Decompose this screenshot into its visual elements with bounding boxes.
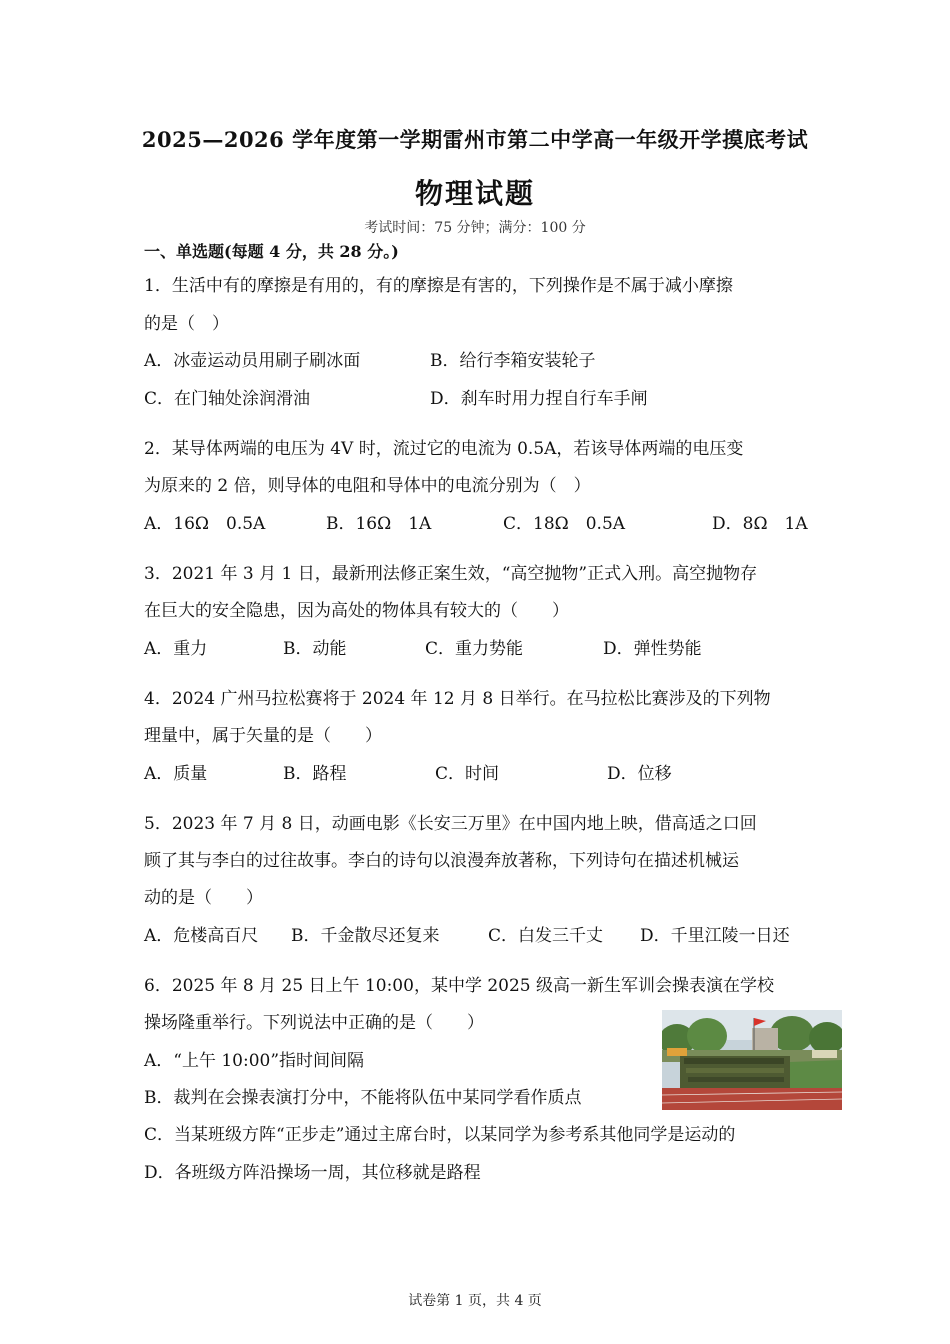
q5-stem-line2: 顾了其与李白的过往故事。李白的诗句以浪漫奔放著称，下列诗句在描述机械运: [144, 851, 739, 871]
q5-option-a: A．危楼高百尺: [144, 926, 259, 946]
q5-option-c: C．白发三千丈: [488, 926, 604, 946]
q3-option-a: A．重力: [144, 639, 208, 659]
q2-option-b: B．16Ω 1A: [326, 514, 432, 534]
subject-title: 物理试题: [414, 177, 535, 210]
q6-option-d: D．各班级方阵沿操场一周，其位移就是路程: [144, 1163, 481, 1183]
q1-stem-line2: 的是（ ）: [144, 314, 229, 334]
q3-stem-line1: 3．2021 年 3 月 1 日，最新刑法修正案生效，“高空抛物”正式入刑。高空抛物存: [144, 564, 758, 584]
q2-option-d: D．8Ω 1A: [712, 514, 808, 534]
q2-option-a: A．16Ω 0.5A: [144, 514, 266, 534]
q5-stem-line1: 5．2023 年 7 月 8 日，动画电影《长安三万里》在中国内地上映，借高适之口回: [144, 814, 757, 834]
q1-option-a: A．冰壶运动员用刷子刷冰面: [144, 351, 361, 371]
q1-stem-line1: 1．生活中有的摩擦是有用的，有的摩擦是有害的，下列操作是不属于减小摩擦: [144, 276, 733, 296]
exam-title: 2025—2026 学年度第一学期雷州市第二中学高一年级开学摸底考试: [141, 127, 809, 152]
q2-option-c: C．18Ω 0.5A: [503, 514, 626, 534]
q5-stem-line3: 动的是（ ）: [144, 888, 263, 908]
section-heading: 一、单选题(每题 4 分，共 28 分。): [144, 242, 399, 261]
q6-option-b: B．裁判在会操表演打分中，不能将队伍中某同学看作质点: [144, 1088, 582, 1108]
q6-option-c: C．当某班级方阵“正步走”通过主席台时，以某同学为参考系其他同学是运动的: [144, 1125, 736, 1145]
q6-stem-line2: 操场隆重举行。下列说法中正确的是（ ）: [144, 1013, 484, 1033]
q3-option-d: D．弹性势能: [603, 639, 702, 659]
q1-option-c: C．在门轴处涂润滑油: [144, 389, 311, 409]
q1-option-b: B．给行李箱安装轮子: [430, 351, 596, 371]
q2-stem-line1: 2．某导体两端的电压为 4V 时，流过它的电流为 0.5A，若该导体两端的电压变: [144, 439, 744, 459]
q6-option-a: A．“上午 10:00”指时间间隔: [144, 1051, 365, 1071]
q5-option-b: B．千金散尽还复来: [291, 926, 440, 946]
q3-stem-line2: 在巨大的安全隐患，因为高处的物体具有较大的（ ）: [144, 601, 569, 621]
q4-stem-line1: 4．2024 广州马拉松赛将于 2024 年 12 月 8 日举行。在马拉松比赛涉及的下列物: [144, 689, 771, 709]
q2-stem-line2: 为原来的 2 倍，则导体的电阻和导体中的电流分别为（ ）: [144, 476, 591, 496]
q3-option-c: C．重力势能: [425, 639, 524, 659]
q4-option-c: C．时间: [435, 764, 500, 784]
q4-option-a: A．质量: [144, 764, 208, 784]
q6-stem-line1: 6．2025 年 8 月 25 日上午 10:00，某中学 2025 级高一新生军训会操表演在学校: [144, 976, 775, 996]
page-footer: 试卷第 1 页，共 4 页: [408, 1293, 542, 1309]
military-parade-photo: [662, 1010, 842, 1110]
q4-option-b: B．路程: [283, 764, 347, 784]
q4-stem-line2: 理量中，属于矢量的是（ ）: [144, 726, 382, 746]
q1-option-d: D．刹车时用力捏自行车手闸: [430, 389, 648, 409]
q4-option-d: D．位移: [607, 764, 672, 784]
q5-option-d: D．千里江陵一日还: [640, 926, 790, 946]
exam-meta: 考试时间：75 分钟；满分：100 分: [364, 220, 586, 236]
q3-option-b: B．动能: [283, 639, 347, 659]
